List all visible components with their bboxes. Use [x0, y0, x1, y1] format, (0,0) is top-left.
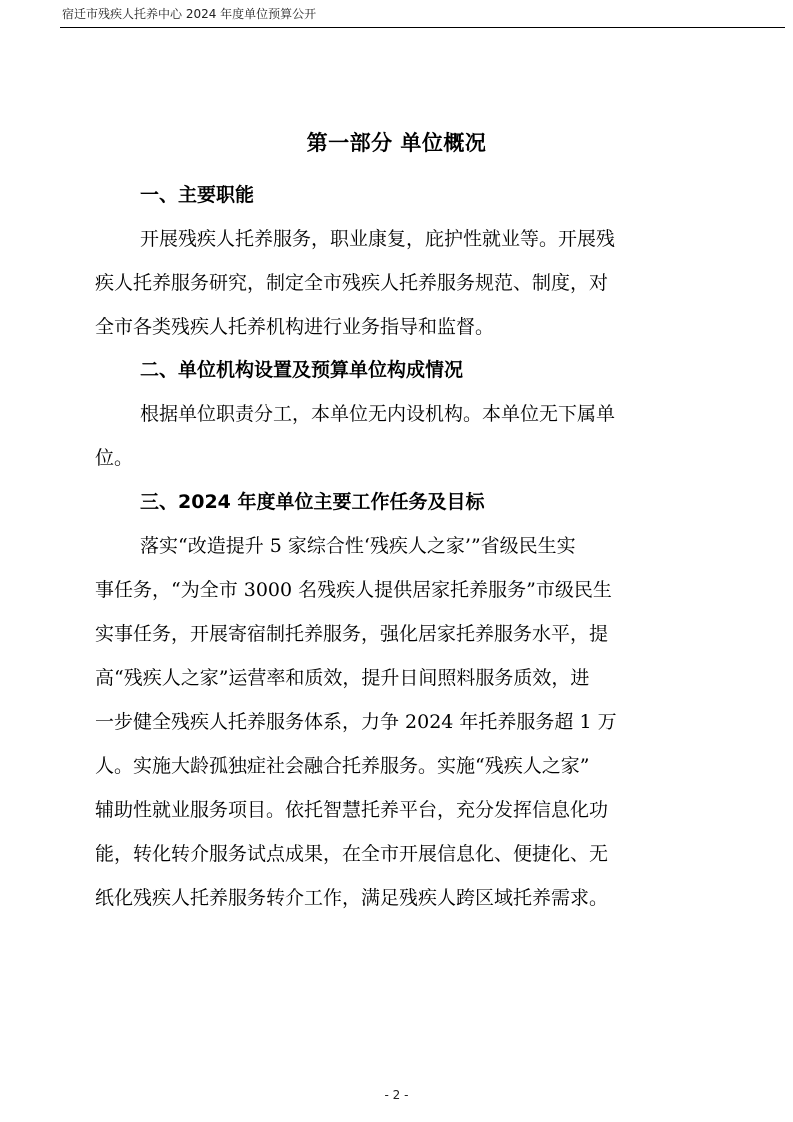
paragraph-line: 全市各类残疾人托养机构进行业务指导和监督。: [95, 316, 495, 338]
paragraph-line: 辅助性就业服务项目。依托智慧托养平台，充分发挥信息化功: [95, 799, 609, 821]
paragraph-line: 纸化残疾人托养服务转介工作，满足残疾人跨区域托养需求。: [95, 887, 609, 909]
paragraph-line: 疾人托养服务研究，制定全市残疾人托养服务规范、制度，对: [95, 272, 609, 294]
paragraph-line: 事任务，“为全市 3000 名残疾人提供居家托养服务”市级民生: [95, 579, 612, 601]
page-title: 第一部分 单位概况: [306, 131, 487, 155]
page-number: - 2 -: [384, 1088, 409, 1102]
section-heading-functions: 一、主要职能: [140, 184, 255, 206]
paragraph-line: 根据单位职责分工，本单位无内设机构。本单位无下属单: [140, 403, 616, 425]
section-heading-tasks: 三、2024 年度单位主要工作任务及目标: [140, 491, 485, 513]
paragraph-line: 高“残疾人之家”运营率和质效，提升日间照料服务质效，进: [95, 667, 590, 689]
paragraph-line: 实事任务，开展寄宿制托养服务，强化居家托养服务水平，提: [95, 623, 609, 645]
page-header: 宿迁市残疾人托养中心 2024 年度单位预算公开: [62, 7, 317, 21]
paragraph-line: 开展残疾人托养服务，职业康复，庇护性就业等。开展残: [140, 228, 616, 250]
section-heading-organization: 二、单位机构设置及预算单位构成情况: [140, 359, 464, 381]
paragraph-line: 落实“改造提升 5 家综合性‘残疾人之家’”省级民生实: [140, 535, 576, 557]
paragraph-line: 一步健全残疾人托养服务体系，力争 2024 年托养服务超 1 万: [95, 711, 617, 733]
header-divider: [60, 27, 785, 28]
paragraph-line: 能，转化转介服务试点成果，在全市开展信息化、便捷化、无: [95, 843, 609, 865]
paragraph-line: 位。: [95, 447, 134, 469]
paragraph-line: 人。实施大龄孤独症社会融合托养服务。实施“残疾人之家”: [95, 755, 590, 777]
